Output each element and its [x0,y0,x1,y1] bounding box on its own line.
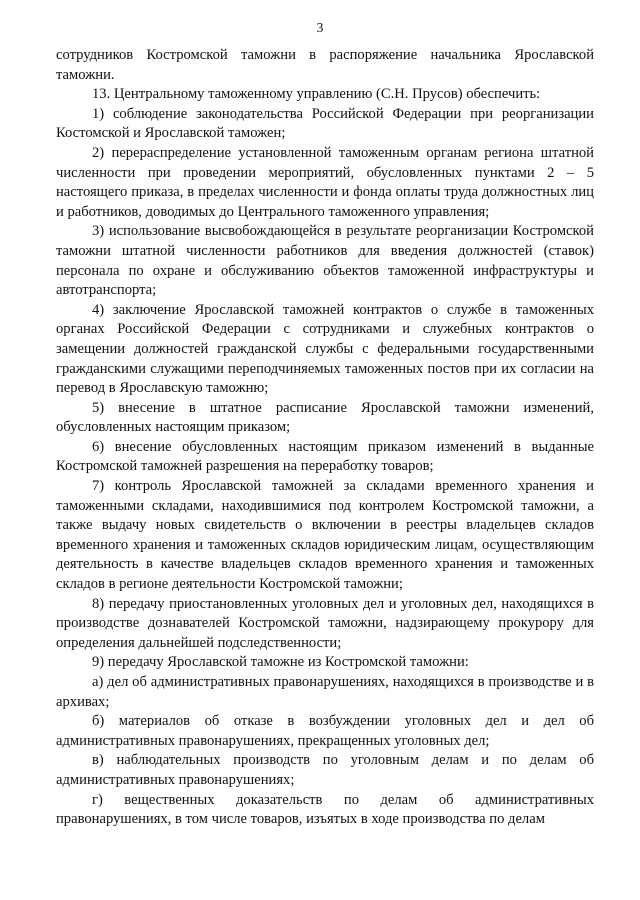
paragraph-subitem-1: 1) соблюдение законодательства Российской Федерации при реорганизации Костомской и Ярославской таможен; [56,105,594,142]
paragraph-subitem-5: 5) внесение в штатное расписание Ярославской таможни изменений, обусловленных настоящим приказом; [56,399,594,436]
paragraph-subitem-9b: б) материалов об отказе в возбуждении уголовных дел и дел об административных правонарушениях, прекращенных уголовных дел; [56,713,594,749]
paragraph-subitem-8: 8) передачу приостановленных уголовных дел и уголовных дел, находящихся в производстве дознавателей Костромской таможни, надзирающему прокурору для определения дальнейшей подследственности; [56,595,594,651]
page-number: 3 [316,20,324,35]
paragraph-subitem-6: 6) внесение обусловленных настоящим приказом изменений в выданные Костромской таможней разрешения на переработку товаров; [56,438,594,475]
document-body [56,46,594,830]
paragraph-subitem-3: 3) использование высвобождающейся в результате реорганизации Костромской таможни штатной численности работников для введения должностей (ставок) персонала по охране и обслуживанию объектов таможенной инфраструктуры и автотранспорта; [56,223,594,299]
paragraph-subitem-4: 4) заключение Ярославской таможней контрактов о службе в таможенных органах Российской Федерации с сотрудниками и служебных контрактов о замещении должностей гражданской службы с федеральными государственными гражданскими служащими переподчиняемых таможенных постов при их согласии на перевод в Ярославскую таможню; [56,301,594,397]
paragraph-subitem-9a: а) дел об административных правонарушениях, находящихся в производстве и в архивах; [56,674,594,710]
paragraph-subitem-2: 2) перераспределение установленной таможенным органам региона штатной численности при проведении мероприятий, обусловленных пунктами 2 – 5 настоящего приказа, в пределах численности и фонда оплаты труда должностных лиц и работников, доводимых до Центрального таможенного управления; [56,144,594,220]
paragraph-subitem-9g: г) вещественных доказательств по делам об административных правонарушениях, в том числе товаров, изъятых в ходе производства по делам [56,791,594,828]
paragraph-continuation: сотрудников Костромской таможни в распоряжение начальника Ярославской таможни. [56,47,594,83]
paragraph-subitem-9: 9) передачу Ярославской таможне из Костромской таможни: [92,654,469,671]
paragraph-subitem-7: 7) контроль Ярославской таможней за складами временного хранения и таможенными складами, находившимися под контролем Костромской таможни, а также выдачу новых свидетельств о включении в реестры владельцев складов временного хранения и таможенных складов юридическим лицам, осуществляющим деятельность в качестве владельцев складов временного хранения и таможенных складов в регионе деятельности Костромской таможни; [56,478,594,593]
paragraph-item-13: 13. Центральному таможенному управлению (С.Н. Прусов) обеспечить: [92,86,541,103]
paragraph-subitem-9v: в) наблюдательных производств по уголовным делам и по делам об административных правонарушениях; [56,752,594,788]
